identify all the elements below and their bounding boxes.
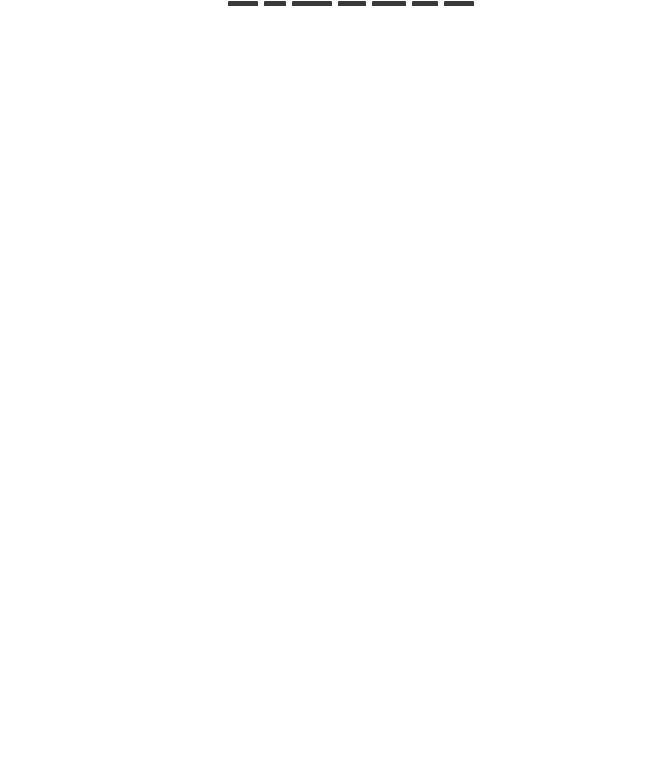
cropped-previous-line [228, 0, 558, 6]
